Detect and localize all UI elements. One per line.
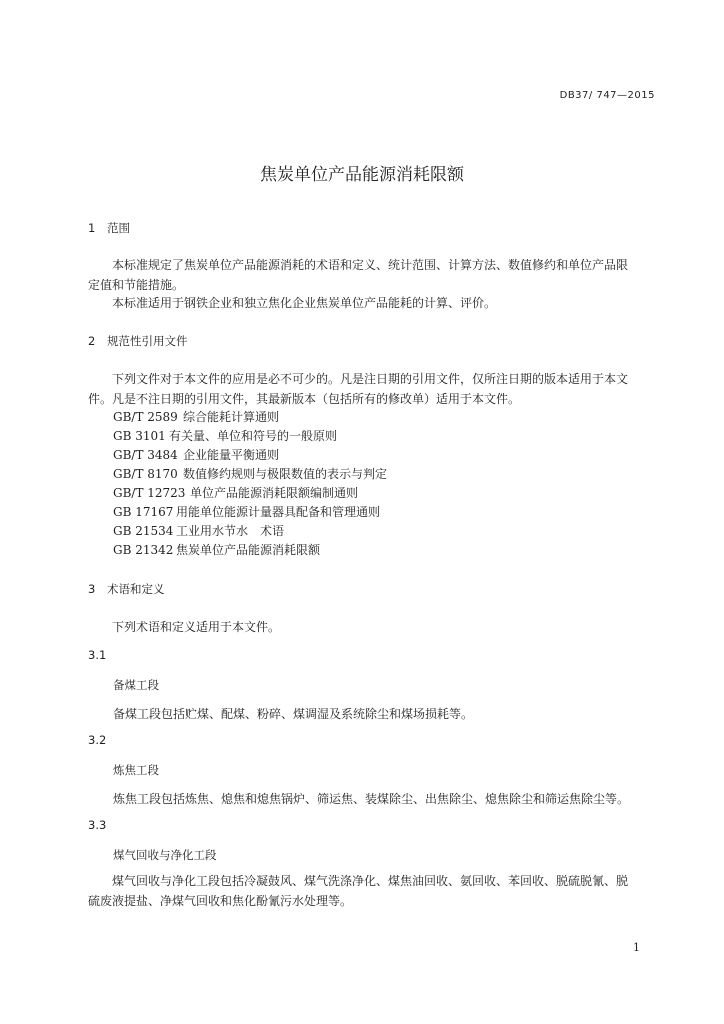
paragraph-line: 硫废液提盐、净煤气回收和焦化酚氰污水处理等。 bbox=[88, 894, 353, 908]
page-number: 1 bbox=[633, 941, 640, 954]
reference-name: 数值修约规则与极限数值的表示与判定 bbox=[183, 467, 388, 481]
reference-item bbox=[113, 446, 387, 465]
reference-code: GB/T 12723 bbox=[113, 486, 186, 500]
document-title: 焦炭单位产品能源消耗限额 bbox=[260, 165, 464, 185]
reference-code: GB 21534 bbox=[113, 524, 174, 538]
paragraph-line: 件。凡是不注日期的引用文件，其最新版本（包括所有的修改单）适用于本文件。 bbox=[88, 392, 521, 406]
section-1-paragraph-1 bbox=[88, 255, 660, 295]
section-2-intro bbox=[88, 369, 660, 409]
term-name: 煤气回收与净化工段 bbox=[113, 848, 217, 862]
section-1-paragraph-2 bbox=[88, 293, 660, 313]
term-definition bbox=[88, 871, 660, 911]
reference-name: 企业能量平衡通则 bbox=[183, 448, 280, 462]
reference-name: 有关量、单位和符号的一般原则 bbox=[169, 429, 338, 443]
reference-item bbox=[113, 484, 387, 503]
term-name: 备煤工段 bbox=[113, 678, 159, 692]
reference-code: GB 3101 bbox=[113, 429, 166, 443]
reference-code: GB/T 2589 bbox=[113, 410, 178, 424]
reference-name: 焦炭单位产品能源消耗限额 bbox=[176, 543, 321, 557]
reference-item bbox=[113, 465, 387, 484]
normative-reference-list bbox=[113, 408, 387, 560]
section-3-heading bbox=[88, 581, 165, 597]
section-2-heading bbox=[88, 333, 188, 349]
reference-item bbox=[113, 503, 387, 522]
paragraph-line: 本标准适用于钢铁企业和独立焦化企业焦炭单位产品能耗的计算、评价。 bbox=[112, 296, 497, 310]
reference-name: 用能单位能源计量器具配备和管理通则 bbox=[176, 505, 381, 519]
reference-code: GB/T 3484 bbox=[113, 448, 178, 462]
reference-code: GB/T 8170 bbox=[113, 467, 178, 481]
term-number: 3.1 bbox=[88, 648, 107, 662]
term-name: 炼焦工段 bbox=[113, 763, 159, 777]
term-number: 3.2 bbox=[88, 733, 107, 747]
reference-name: 综合能耗计算通则 bbox=[183, 410, 280, 424]
reference-name: 工业用水节水 术语 bbox=[176, 524, 285, 538]
section-title: 规范性引用文件 bbox=[107, 334, 188, 348]
paragraph-line: 下列术语和定义适用于本文件。 bbox=[112, 620, 281, 634]
section-number: 3 bbox=[88, 582, 96, 596]
section-1-heading bbox=[88, 220, 130, 236]
section-number: 2 bbox=[88, 334, 96, 348]
paragraph-line: 本标准规定了焦炭单位产品能源消耗的术语和定义、统计范围、计算方法、数值修约和单位产品限 bbox=[112, 258, 629, 272]
reference-name: 单位产品能源消耗限额编制通则 bbox=[190, 486, 359, 500]
section-number: 1 bbox=[88, 221, 96, 235]
reference-code: GB 17167 bbox=[113, 505, 174, 519]
term-number: 3.3 bbox=[88, 818, 107, 832]
reference-item bbox=[113, 522, 387, 541]
reference-code: GB 21342 bbox=[113, 543, 174, 557]
standard-code: DB37/ 747—2015 bbox=[559, 90, 655, 101]
section-3-intro bbox=[88, 617, 660, 637]
term-definition: 炼焦工段包括炼焦、熄焦和熄焦锅炉、筛运焦、装煤除尘、出焦除尘、熄焦除尘和筛运焦除尘等。 bbox=[113, 792, 630, 806]
reference-item bbox=[113, 541, 387, 560]
reference-item bbox=[113, 427, 387, 446]
section-title: 术语和定义 bbox=[107, 582, 165, 596]
paragraph-line: 煤气回收与净化工段包括冷凝鼓风、煤气洗涤净化、煤焦油回收、氨回收、苯回收、脱硫脱氰、脱 bbox=[112, 874, 629, 888]
section-title: 范围 bbox=[107, 221, 130, 235]
paragraph-line: 定值和节能措施。 bbox=[88, 278, 185, 292]
paragraph-line: 下列文件对于本文件的应用是必不可少的。凡是注日期的引用文件，仅所注日期的版本适用于本文 bbox=[112, 372, 629, 386]
term-definition: 备煤工段包括贮煤、配煤、粉碎、煤调湿及系统除尘和煤场损耗等。 bbox=[113, 707, 474, 721]
reference-item bbox=[113, 408, 387, 427]
